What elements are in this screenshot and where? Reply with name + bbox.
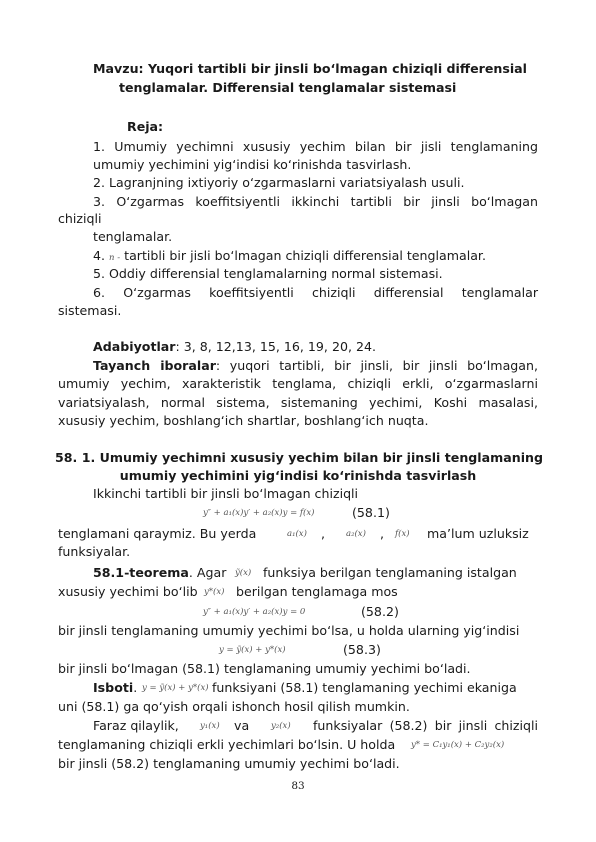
plan-item-4-text: tartibli bir jisli bo‘lmagan chiziqli differensial tenglamalar. <box>124 248 486 263</box>
plan-item-1a: 1. Umumiy yechimni xususiy yechim bilan bir jisli tenglamaning <box>93 139 538 154</box>
formula-general-solution: y* = C₁y₁(x) + C₂y₂(x) <box>411 740 505 750</box>
keywords-line-2: umumiy yechim, xarakteristik tenglama, chiziqli erkli, o‘zgarmaslarni <box>58 376 538 391</box>
proof-line-2: uni (58.1) ga qo‘yish orqali ishonch hosil qilish mumkin. <box>58 699 410 714</box>
section-heading-line-1: 58. 1. Umumiy yechimni xususiy yechim bilan bir jinsli tenglamaning <box>55 450 544 465</box>
body-paragraph-1: Ikkinchi tartibli bir jinsli bo‘lmagan chiziqli <box>93 486 359 501</box>
title-line-1: Mavzu: Yuqori tartibli bir jinsli bo‘lmagan chiziqli differensial <box>93 61 527 76</box>
theorem-line-3: bir jinsli tenglamaning umumiy yechimi bo‘lsa, u holda ularning yig‘indisi <box>58 623 520 638</box>
formula-fx: f(x) <box>395 529 410 539</box>
body-text-2c: funksiyalar. <box>58 544 131 559</box>
plan-item-1b: umumiy yechimini yig‘indisi ko‘rinishda tasvirlash. <box>93 157 412 172</box>
plan-heading: Reja: <box>127 119 164 134</box>
title-line-2: tenglamalar. Differensial tenglamalar sistemasi <box>119 80 457 95</box>
proof-formula: y = ỹ(x) + y*(x) <box>142 683 209 693</box>
comma-2: , <box>380 526 385 541</box>
proof-label: Isboti <box>93 680 134 695</box>
plan-item-2: 2. Lagranjning ixtiyoriy o‘zgarmaslarni variatsiyalash usuli. <box>93 175 465 190</box>
page-number: 83 <box>291 780 305 792</box>
section-heading-line-2: umumiy yechimini yig‘indisi ko‘rinishda tasvirlash <box>119 468 477 483</box>
plan-item-3a: 3. O‘zgarmas koeffitsiyentli ikkinchi tartibli bir jinsli bo‘lmagan <box>93 194 538 209</box>
theorem-line-2b: berilgan tenglamaga mos <box>236 584 398 599</box>
keywords-line-4: xususiy yechim, boshlang‘ich shartlar, boshlang‘ich nuqta. <box>58 413 429 428</box>
plan-item-3c: tenglamalar. <box>93 229 173 244</box>
plan-item-6a: 6. O‘zgarmas koeffitsiyentli chiziqli differensial tenglamalar <box>93 285 538 300</box>
keywords-line-3: variatsiyalash, normal sistema, sistemaning yechimi, Koshi masalasi, <box>58 395 538 410</box>
references <box>93 339 376 355</box>
proof-dot: . <box>133 680 138 695</box>
keywords-line-1 <box>93 358 538 374</box>
assume-line-2: tenglamaning chiziqli erkli yechimlari bo‘lsin. U holda <box>58 737 396 752</box>
equation-58-3-number: (58.3) <box>343 642 381 657</box>
formula-y1: y₁(x) <box>200 721 220 731</box>
keywords-text-1: : yuqori tartibli, bir jinsli, bir jinsli bo‘lmagan, <box>215 358 538 373</box>
formula-a2: a₂(x) <box>346 529 366 539</box>
theorem-line-2a: xususiy yechimi bo‘lib <box>58 584 198 599</box>
plan-item-4 <box>93 248 486 266</box>
formula-y2: y₂(x) <box>271 721 291 731</box>
theorem-line-1a <box>93 565 226 581</box>
keywords-label: Tayanch iboralar <box>93 358 216 373</box>
equation-58-1: y″ + a₁(x)y′ + a₂(x)y = f(x) <box>203 508 315 518</box>
plan-item-5: 5. Oddiy differensial tenglamalarning normal sistemasi. <box>93 266 443 281</box>
assume-text-3: funksiyalar (58.2) bir jinsli chiziqli <box>313 718 538 733</box>
references-text: : 3, 8, 12,13, 15, 16, 19, 20, 24. <box>175 339 376 354</box>
body-text-2a: tenglamani qaraymiz. Bu yerda <box>58 526 257 541</box>
equation-58-2: y″ + a₁(x)y′ + a₂(x)y = 0 <box>203 607 306 617</box>
theorem-line-1b: funksiya berilgan tenglamaning istalgan <box>263 565 517 580</box>
plan-item-4-number: 4. <box>93 248 106 263</box>
comma-1: , <box>321 526 326 541</box>
formula-y-star: y*(x) <box>204 587 225 597</box>
assume-text-1: Faraz qilaylik, <box>93 718 179 733</box>
proof-line-1a <box>93 680 137 696</box>
proof-line-1b: funksiyani (58.1) tenglamaning yechimi ekaniga <box>212 680 517 695</box>
assume-line-3: bir jinsli (58.2) tenglamaning umumiy yechimi bo‘ladi. <box>58 756 400 771</box>
references-label: Adabiyotlar <box>93 339 176 354</box>
theorem-text-1: . Agar <box>188 565 227 580</box>
plan-item-6b: sistemasi. <box>58 303 122 318</box>
plan-item-4-n: n - <box>109 253 121 263</box>
assume-text-2: va <box>234 718 250 733</box>
theorem-line-4: bir jinsli bo‘lmagan (58.1) tenglamaning umumiy yechimi bo‘ladi. <box>58 661 471 676</box>
equation-58-3: y = ỹ(x) + y*(x) <box>219 645 286 655</box>
formula-a1: a₁(x) <box>287 529 307 539</box>
equation-58-2-number: (58.2) <box>361 604 399 619</box>
equation-58-1-number: (58.1) <box>352 505 390 520</box>
body-text-2b: ma’lum uzluksiz <box>427 526 529 541</box>
plan-item-3b: chiziqli <box>58 211 102 226</box>
formula-y-tilde: ỹ(x) <box>235 568 252 578</box>
theorem-label: 58.1-teorema <box>93 565 189 580</box>
